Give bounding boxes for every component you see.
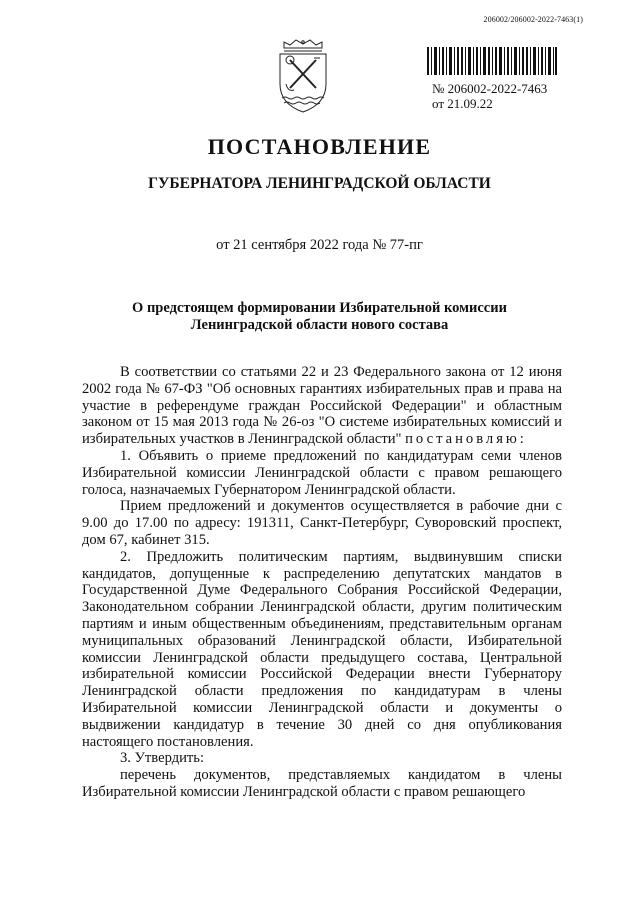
paragraph-item-1: 1. Объявить о приеме предложений по кандидатурам семи членов Избирательной комиссии Ленинградской области с правом решающего голоса, назначаемых Губернатором Ленинградской области. <box>82 447 562 498</box>
coat-of-arms-icon <box>276 38 330 114</box>
paragraph-item-2: 2. Предложить политическим партиям, выдвинувшим списки кандидатов, допущенные к распределению депутатских мандатов в Государственной Думе Федерального Собрания Российской Федерации, Законодательном собрании Ленинградской области, другим политическим партиям и иным общественным объединениям, представительным органам муниципальных образований Ленинградской области, Избирательной комиссии Ленинградской области предыдущего состава, Центральной избирательной комиссии Российской Федерации внести Губернатору Ленинградской области предложения по кандидатурам в члены Избирательной комиссии Ленинградской области и документы о выдвижении кандидатур в течение 30 дней со дня опубликования настоящего постановления. <box>82 548 562 750</box>
document-date-number: от 21 сентября 2022 года № 77-пг <box>216 237 423 253</box>
heading-line-2: Ленинградской области нового состава <box>190 317 449 333</box>
coat-of-arms-emblem <box>276 38 330 114</box>
barcode <box>427 47 557 75</box>
document-body <box>82 364 562 801</box>
heading-line-1: О предстоящем формировании Избирательной комиссии <box>132 300 507 316</box>
registration-date: от 21.09.22 <box>432 96 493 111</box>
paragraph-reception-hours: Прием предложений и документов осуществляется в рабочие дни с 9.00 до 17.00 по адресу: 191311, Санкт-Петербург, Суворовский проспект, дом 67, кабинет 315. <box>82 498 562 548</box>
document-issuer: ГУБЕРНАТОРА ЛЕНИНГРАДСКОЙ ОБЛАСТИ <box>148 175 491 192</box>
paragraph-documents-list: перечень документов, представляемых кандидатом в члены Избирательной комиссии Ленинградской области с правом решающего <box>82 767 562 800</box>
document-heading <box>60 300 579 334</box>
registration-number: № 206002-2022-7463 <box>432 81 548 96</box>
preamble-resolution: постановляю: <box>405 431 527 448</box>
preamble-text: В соответствии со статьями 22 и 23 Федерального закона от 12 июня 2002 года № 67-ФЗ "Об основных гарантиях избирательных прав и права на участие в референдуме граждан Российской Федерации" и областным законом от 15 мая 2013 года № 26-оз "О системе избирательных комиссий и избирательных участков в Ленинградской области" <box>82 364 562 448</box>
barcode-icon <box>427 47 557 75</box>
document-reference-code: 206002/206002-2022-7463(1) <box>483 15 583 24</box>
paragraph-item-3: 3. Утвердить: <box>120 750 205 767</box>
paragraph-preamble <box>82 364 562 448</box>
document-title: ПОСТАНОВЛЕНИЕ <box>207 134 432 159</box>
